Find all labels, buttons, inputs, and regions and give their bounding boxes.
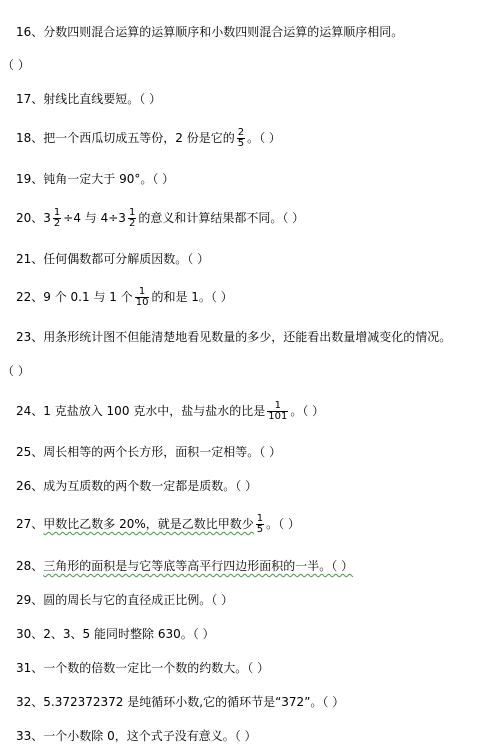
question-29 (16, 593, 233, 607)
question-text: 一个数的倍数一定比一个数的约数大。（ ） (43, 661, 270, 675)
fraction (135, 287, 150, 308)
question-text: 射线比直线要短。（ ） (43, 92, 162, 106)
question-number: 29、 (16, 593, 44, 607)
question-text: 5.372372372 是纯循环小数,它的循环节是“372”。（ ） (43, 695, 345, 709)
question-text-end: 的和是 1。（ ） (151, 290, 233, 304)
question-number: 20、 (16, 211, 44, 225)
question-21 (16, 252, 209, 266)
question-31 (16, 661, 269, 675)
question-text: 任何偶数都可分解质因数。（ ） (43, 252, 210, 266)
question-19 (16, 172, 174, 186)
question-text-end: 。（ ） (290, 404, 325, 418)
mixed-number-whole: 3 (43, 211, 51, 225)
fraction-numerator: 1 (128, 207, 136, 218)
question-20 (16, 206, 304, 230)
fraction-denominator: 101 (268, 411, 288, 422)
question-text-end: 的意义和计算结果都不同。（ ） (138, 211, 305, 225)
question-number: 16、 (16, 25, 44, 39)
question-text: 分数四则混合运算的运算顺序和小数四则混合运算的运算顺序相同。 (43, 25, 404, 39)
question-number: 28、 (16, 559, 44, 573)
question-text: 用条形统计图不但能清楚地看见数量的多少，还能看出数量增减变化的情况。 (43, 330, 452, 344)
question-text-end: 。（ ） (266, 517, 300, 531)
question-number: 33、 (16, 729, 44, 743)
question-27 (16, 512, 300, 536)
question-22 (16, 285, 233, 309)
question-17 (16, 92, 161, 106)
fraction (53, 208, 61, 229)
fraction-denominator: 2 (53, 218, 61, 229)
fraction (128, 208, 136, 229)
question-25 (16, 445, 281, 459)
question-text: 2、3、5 能同时整除 630。（ ） (43, 627, 215, 641)
question-text: 9 个 0.1 与 1 个 (43, 290, 133, 304)
question-text: 三角形的面积是与它等底等高平行四边形面积的一半。（ ） (43, 559, 354, 573)
question-number: 19、 (16, 172, 44, 186)
question-number: 24、 (16, 404, 44, 418)
question-text: 成为互质数的两个数一定都是质数。（ ） (43, 479, 258, 493)
question-number: 23、 (16, 330, 44, 344)
question-text: 甲数比乙数多 20%，就是乙数比甲数少 (43, 517, 254, 531)
question-16 (16, 25, 403, 39)
fraction-numerator: 1 (138, 286, 146, 297)
question-number: 26、 (16, 479, 44, 493)
question-text: 钝角一定大于 90°。（ ） (43, 172, 175, 186)
fraction-denominator: 5 (256, 524, 264, 535)
fraction-denominator: 5 (237, 138, 245, 149)
question-text: 周长相等的两个长方形，面积一定相等。（ ） (43, 445, 282, 459)
question-text: 把一个西瓜切成五等份，2 份是它的 (43, 131, 235, 145)
fraction-numerator: 1 (53, 207, 61, 218)
question-23 (16, 330, 451, 344)
question-text: ÷4 与 4÷3 (63, 211, 126, 225)
question-24 (16, 398, 324, 424)
fraction (237, 128, 245, 149)
question-18 (16, 126, 281, 150)
question-33 (16, 729, 257, 743)
question-32 (16, 695, 344, 709)
question-number: 27、 (16, 517, 44, 531)
question-number: 17、 (16, 92, 44, 106)
question-text-end: 。（ ） (247, 131, 281, 145)
fraction-numerator: 1 (256, 513, 264, 524)
question-number: 25、 (16, 445, 44, 459)
question-number: 32、 (16, 695, 44, 709)
question-30 (16, 627, 215, 641)
question-number: 22、 (16, 290, 44, 304)
fraction-denominator: 10 (135, 297, 149, 308)
question-number: 31、 (16, 661, 44, 675)
question-26 (16, 479, 257, 493)
question-text: 一个小数除 0，这个式子没有意义。（ ） (43, 729, 257, 743)
question-number: 30、 (16, 627, 44, 641)
fraction-denominator: 2 (128, 218, 136, 229)
fraction-numerator: 2 (237, 127, 245, 138)
question-23-answer-parens: （ ） (2, 364, 30, 378)
question-number: 21、 (16, 252, 44, 266)
question-text: 1 克盐放入 100 克水中，盐与盐水的比是 (43, 404, 266, 418)
question-16-answer-parens: （ ） (2, 58, 30, 72)
fraction-numerator: 1 (274, 400, 281, 411)
question-number: 18、 (16, 131, 44, 145)
fraction (256, 514, 264, 535)
question-28 (16, 559, 353, 573)
question-text: 圆的周长与它的直径成正比例。（ ） (43, 593, 234, 607)
fraction (267, 401, 288, 422)
